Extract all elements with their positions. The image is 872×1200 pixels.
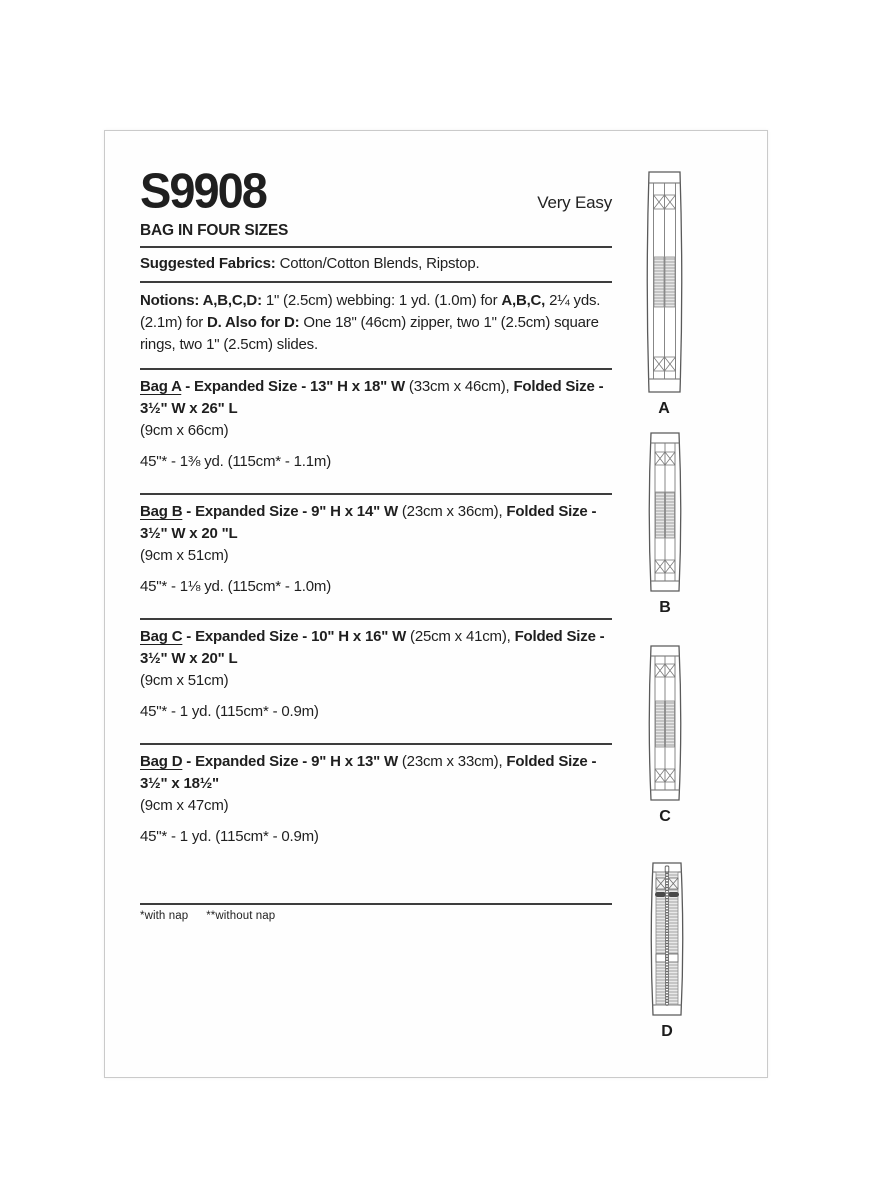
bag-c-yardage: 45"* - 1 yd. (115cm* - 0.9m) — [140, 703, 319, 720]
with-nap-footnote: *with nap — [140, 910, 189, 922]
notions-paragraph: Notions: A,B,C,D: 1" (2.5cm) webbing: 1 yd. (1.0m) for A,B,C, 2¼ yds. (2.1m) for D. Also for D: One 18" (46cm) zipper, two 1" (2.5cm) square rings, two 1" (2.5cm) slides. — [140, 292, 601, 353]
suggested-fabrics: Suggested Fabrics: Cotton/Cotton Blends, Ripstop. — [140, 255, 480, 272]
bag-a-label: A — [658, 400, 670, 417]
bag-c-figure — [645, 645, 685, 826]
bag-b-metric: (9cm x 51cm) — [140, 547, 229, 564]
folded-bag-b-illustration — [646, 432, 684, 592]
bag-c-heading: Bag C - Expanded Size - 10" H x 16" W (25cm x 41cm), Folded Size - 3½" W x 20" L — [140, 628, 605, 667]
bag-b-section — [140, 495, 612, 620]
bag-d-section — [140, 745, 612, 845]
without-nap-footnote: **without nap — [206, 910, 276, 922]
bag-a-section — [140, 370, 612, 495]
divider — [140, 903, 612, 905]
bag-d-label: D — [661, 1023, 673, 1040]
bag-d-metric: (9cm x 47cm) — [140, 797, 229, 814]
bag-c-metric: (9cm x 51cm) — [140, 672, 229, 689]
difficulty-label: Very Easy — [537, 193, 612, 212]
bag-c-section — [140, 620, 612, 745]
bag-a-yardage: 45"* - 1⅜ yd. (115cm* - 1.1m) — [140, 453, 331, 470]
bag-b-heading: Bag B - Expanded Size - 9" H x 14" W (23cm x 36cm), Folded Size - 3½" W x 20 "L — [140, 503, 597, 542]
nap-footnotes — [140, 910, 612, 922]
text-column — [140, 131, 612, 922]
bag-b-yardage: 45"* - 1⅛ yd. (115cm* - 1.0m) — [140, 578, 331, 595]
bag-a-heading: Bag A - Expanded Size - 13" H x 18" W (33cm x 46cm), Folded Size - 3½" W x 26" L — [140, 378, 604, 417]
page-title: BAG IN FOUR SIZES — [140, 222, 289, 239]
header-row — [140, 163, 612, 219]
bag-d-figure — [647, 862, 687, 1041]
bag-b-figure — [645, 432, 685, 617]
pattern-number: S9908 — [140, 163, 266, 219]
bag-a-metric: (9cm x 66cm) — [140, 422, 229, 439]
bag-a-figure — [642, 171, 686, 418]
bag-c-label: C — [659, 808, 671, 825]
folded-bag-d-illustration — [648, 862, 686, 1016]
bag-b-label: B — [659, 599, 671, 616]
folded-bag-c-illustration — [646, 645, 684, 801]
pattern-envelope-back — [104, 130, 768, 1078]
folded-bag-a-illustration — [644, 171, 685, 393]
bag-d-heading: Bag D - Expanded Size - 9" H x 13" W (23cm x 33cm), Folded Size - 3½" x 18½" — [140, 753, 597, 792]
bag-d-yardage: 45"* - 1 yd. (115cm* - 0.9m) — [140, 828, 319, 845]
